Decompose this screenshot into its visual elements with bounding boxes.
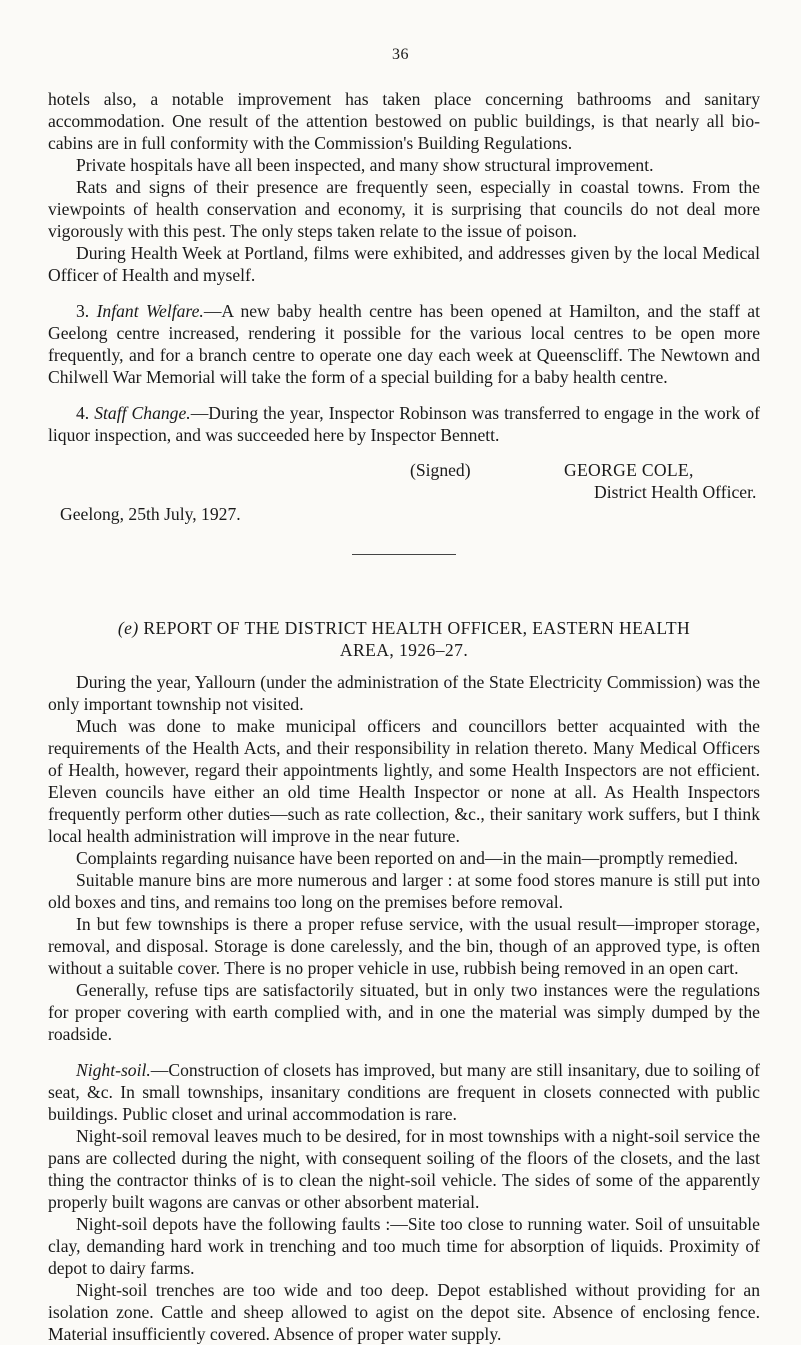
paragraph-municipal-officers: Much was done to make municipal officers and councillors better acquainted with the requirements of the Health Acts, and their responsibility in relation thereto. Many Medical Officers of Health, however, regard their appointments lightly, and some Health Inspectors are not efficient. Eleven councils have either an old time Health Inspector or none at all. As Health Inspectors frequently perform other duties—such as rate collection, &c., their sanitary work suffers, but I think local health administration will improve in the near future. xyxy=(48,716,760,846)
paragraph-infant-welfare xyxy=(48,300,760,388)
section-letter: (e) xyxy=(117,618,139,638)
signatory-title: District Health Officer. xyxy=(594,482,757,502)
night-soil-heading: Night-soil. xyxy=(76,1060,151,1080)
paragraph-manure-bins: Suitable manure bins are more numerous and larger : at some food stores manure is still put into old boxes and tins, and remains too long on the premises before removal. xyxy=(48,870,760,912)
item-heading: Staff Change. xyxy=(94,403,191,423)
paragraph-refuse-tips: Generally, refuse tips are satisfactorily situated, but in only two instances were the regulations for proper covering with earth complied with, and in one the material was simply dumped by the roadside. xyxy=(48,980,760,1044)
paragraph-private-hospitals: Private hospitals have all been inspected, and many show structural improvement. xyxy=(76,155,654,175)
item-text: —A new baby health centre has been opened at Hamilton, and the staff at Geelong centre increased, rendering it possible for the various local centres to be open more frequently, and for a branch centre to operate one day each week at Queenscliff. The Newtown and Chilwell War Memorial will take the form of a special building for a baby health centre. xyxy=(48,301,760,387)
item-heading: Infant Welfare. xyxy=(96,301,204,321)
spacer xyxy=(48,1045,760,1059)
paragraph-refuse-service: In but few townships is there a proper refuse service, with the usual result—improper storage, removal, and disposal. Storage is done carelessly, and the bin, though of an approved type, is often without a suitable cover. There is no proper vehicle in use, rubbish being removed in an open cart. xyxy=(48,914,760,978)
paragraph-yallourn: During the year, Yallourn (under the administration of the State Electricity Commission) was the only important township not visited. xyxy=(48,672,760,714)
paragraph-night-soil-trenches: Night-soil trenches are too wide and too deep. Depot established without providing for an isolation zone. Cattle and sheep allowed to agist on the depot site. Absence of enclosing fence. Material insufficiently covered. Absence of proper water supply. xyxy=(48,1280,760,1344)
night-soil-text: —Construction of closets has improved, but many are still insanitary, due to soiling of seat, &c. In small townships, insanitary conditions are frequent in closets connected with public buildings. Public closet and urinal accommodation is rare. xyxy=(48,1060,760,1124)
item-text: —During the year, Inspector Robinson was transferred to engage in the work of liquor inspection, and was succeeded here by Inspector Bennett. xyxy=(48,403,760,445)
paragraph-staff-change xyxy=(48,402,760,446)
section-heading-line2: AREA, 1926–27. xyxy=(339,640,469,660)
place-date: Geelong, 25th July, 1927. xyxy=(60,504,241,524)
paragraph-health-week: During Health Week at Portland, films were exhibited, and addresses given by the local Medical Officer of Health and myself. xyxy=(48,243,760,285)
page-content xyxy=(48,88,760,1345)
section-heading-line1: REPORT OF THE DISTRICT HEALTH OFFICER, EASTERN HEALTH xyxy=(143,618,691,638)
signature-block xyxy=(48,460,760,544)
item-number: 3. xyxy=(76,301,90,321)
spacer xyxy=(48,388,760,402)
section-divider xyxy=(352,554,456,555)
paragraph-night-soil-depots: Night-soil depots have the following faults :—Site too close to running water. Soil of unsuitable clay, demanding hard work in trenching and too much time for absorption of liquids. Proximity of depot to dairy farms. xyxy=(48,1214,760,1278)
paragraph-complaints: Complaints regarding nuisance have been reported on and—in the main—promptly remedied. xyxy=(76,848,739,868)
item-number: 4. xyxy=(76,403,90,423)
paragraph-night-soil xyxy=(48,1059,760,1125)
section-heading xyxy=(48,617,760,661)
spacer xyxy=(48,286,760,300)
spacer xyxy=(48,661,760,671)
page-number: 36 xyxy=(392,46,409,63)
paragraph-rats: Rats and signs of their presence are frequently seen, especially in coastal towns. From the viewpoints of health conservation and economy, it is surprising that councils do not deal more vigorously with this pest. The only steps taken relate to the issue of poison. xyxy=(48,177,760,241)
paragraph-night-soil-removal: Night-soil removal leaves much to be desired, for in most townships with a night-soil service the pans are collected during the night, with consequent soiling of the floors of the closets, and the last thing the contractor thinks of is to clean the night-soil vehicle. The sides of some of the apparently properly built wagons are canvas or other absorbent material. xyxy=(48,1126,760,1212)
signed-label: (Signed) xyxy=(410,460,471,480)
signatory-name: GEORGE COLE, xyxy=(564,460,694,480)
paragraph-hotels: hotels also, a notable improvement has taken place concerning bathrooms and sanitary accommodation. One result of the attention bestowed on public buildings, is that nearly all bio-cabins are in full conformity with the Commission's Building Regulations. xyxy=(48,89,760,153)
